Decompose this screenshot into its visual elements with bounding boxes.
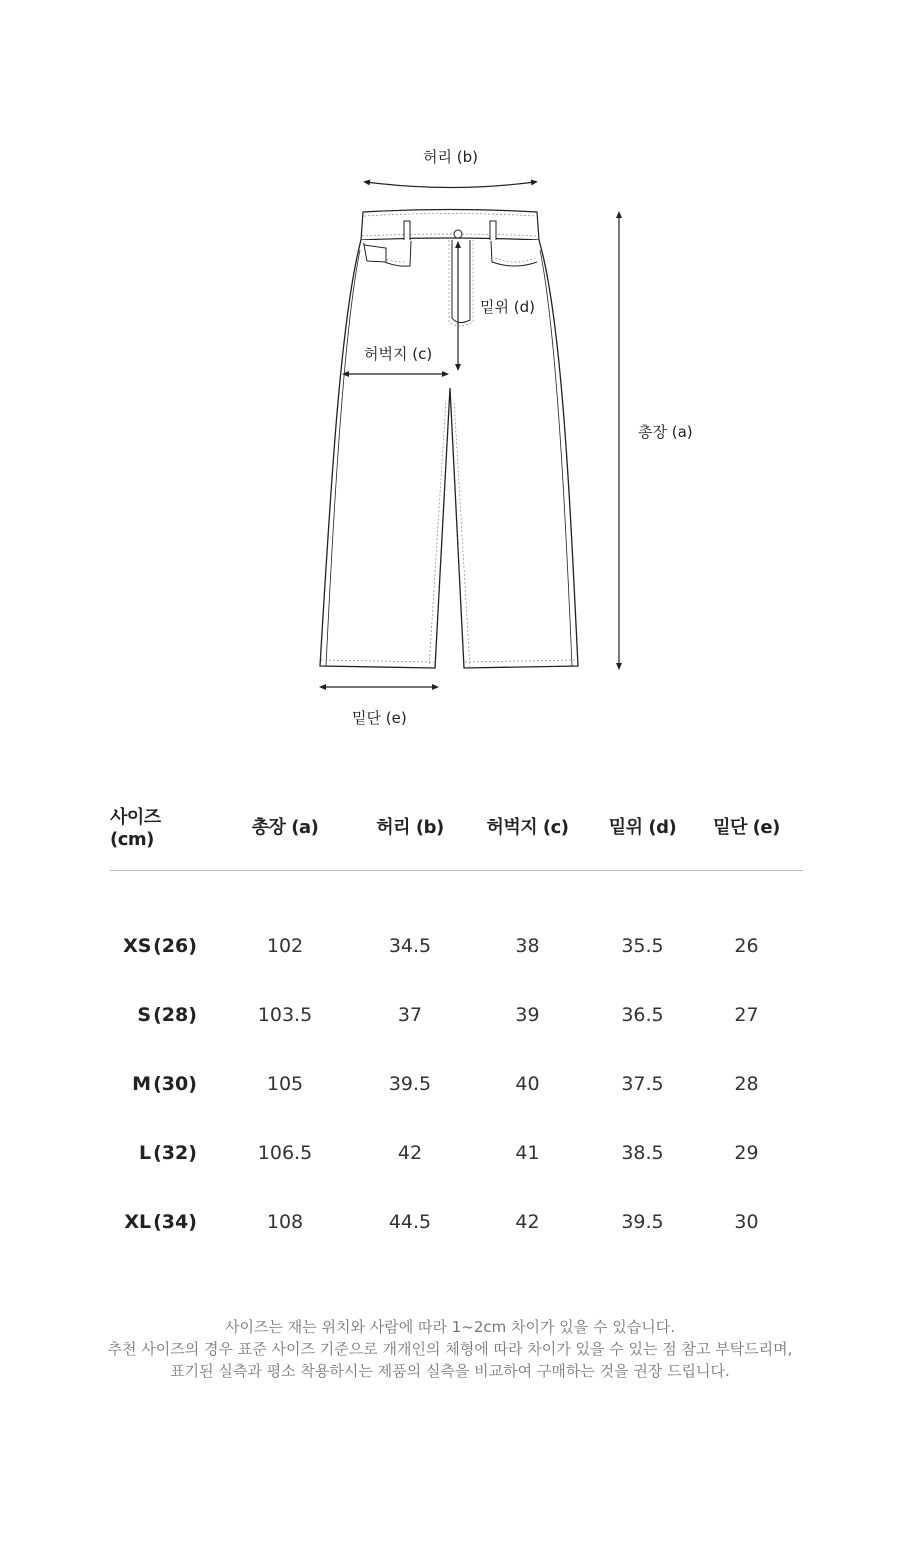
note-line: 추천 사이즈의 경우 표준 사이즈 기준으로 개개인의 체형에 따라 차이가 있을 수 있는 점 참고 부탁드리며, <box>107 1340 793 1358</box>
size-number: (32) <box>153 1141 197 1164</box>
size-code: XL <box>124 1210 152 1233</box>
hem-label: 밑단 (e) <box>352 709 407 727</box>
length-cell: 106.5 <box>257 1141 313 1164</box>
rise-cell: 36.5 <box>621 1003 664 1026</box>
rise-cell: 35.5 <box>621 934 664 957</box>
pants-measurement-diagram <box>0 0 900 760</box>
waist-cell: 44.5 <box>388 1210 432 1233</box>
size-table <box>110 800 803 1256</box>
size-cell <box>110 1211 210 1233</box>
rise-cell: 39.5 <box>621 1210 664 1233</box>
hem-cell: 28 <box>734 1072 759 1095</box>
thigh-label: 허벅지 (c) <box>364 345 433 363</box>
size-cell <box>110 1004 210 1026</box>
size-code: M <box>132 1072 152 1095</box>
thigh-cell: 39 <box>515 1003 540 1026</box>
size-notes <box>0 1316 900 1382</box>
waist-label: 허리 (b) <box>423 148 478 166</box>
rise-cell: 38.5 <box>621 1141 664 1164</box>
hem-cell: 26 <box>734 934 759 957</box>
length-cell: 103.5 <box>257 1003 313 1026</box>
header-hem: 밑단 (e) <box>713 817 780 838</box>
waist-arrow <box>366 182 535 188</box>
size-number: (26) <box>153 934 197 957</box>
header-length: 총장 (a) <box>251 817 319 838</box>
coin-pocket <box>364 245 386 262</box>
size-code: L <box>138 1141 152 1164</box>
size-code: XS <box>123 934 152 957</box>
rise-cell: 37.5 <box>621 1072 664 1095</box>
hem-cell: 29 <box>734 1141 759 1164</box>
thigh-cell: 41 <box>515 1141 540 1164</box>
waist-cell: 39.5 <box>388 1072 432 1095</box>
waist-cell: 34.5 <box>388 934 432 957</box>
header-divider <box>110 870 803 871</box>
table-row <box>110 1049 803 1118</box>
size-cell <box>110 1073 210 1095</box>
waistband <box>361 210 539 241</box>
table-row <box>110 911 803 980</box>
header-rise: 밑위 (d) <box>608 817 677 838</box>
note-line: 사이즈는 재는 위치와 사람에 따라 1~2cm 차이가 있을 수 있습니다. <box>225 1318 675 1336</box>
hem-cell: 27 <box>734 1003 759 1026</box>
table-row <box>110 980 803 1049</box>
length-label: 총장 (a) <box>638 423 693 441</box>
table-body <box>110 911 803 1256</box>
header-size: 사이즈 (cm) <box>110 806 161 850</box>
waist-cell: 37 <box>397 1003 423 1026</box>
table-row <box>110 1187 803 1256</box>
thigh-cell: 42 <box>515 1210 540 1233</box>
size-cell <box>110 935 210 957</box>
button <box>454 230 462 238</box>
size-number: (34) <box>153 1210 197 1233</box>
header-waist: 허리 (b) <box>376 817 444 838</box>
hem-cell: 30 <box>734 1210 759 1233</box>
thigh-cell: 38 <box>515 934 540 957</box>
rise-label: 밑위 (d) <box>480 298 535 316</box>
length-cell: 108 <box>266 1210 304 1233</box>
header-thigh: 허벅지 (c) <box>486 817 569 838</box>
table-row <box>110 1118 803 1187</box>
length-cell: 102 <box>266 934 304 957</box>
table-header <box>110 800 803 852</box>
size-number: (28) <box>153 1003 197 1026</box>
waist-cell: 42 <box>397 1141 423 1164</box>
size-code: S <box>137 1003 152 1026</box>
size-number: (30) <box>153 1072 197 1095</box>
size-cell <box>110 1142 210 1164</box>
pants-illustration <box>0 0 900 760</box>
thigh-cell: 40 <box>515 1072 540 1095</box>
note-line: 표기된 실측과 평소 착용하시는 제품의 실측을 비교하여 구매하는 것을 권장 드립니다. <box>170 1362 730 1380</box>
length-cell: 105 <box>266 1072 304 1095</box>
